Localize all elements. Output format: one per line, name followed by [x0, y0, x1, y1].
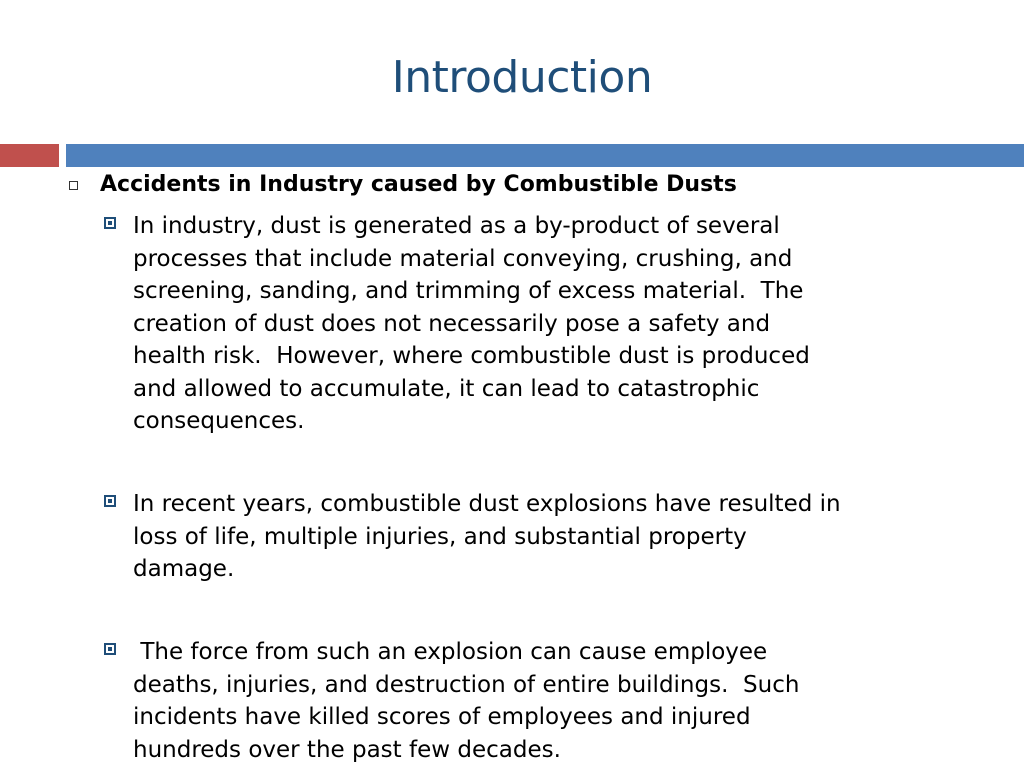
slide-title: Introduction	[391, 52, 653, 103]
square-bullet-icon	[104, 217, 116, 229]
bullet-text: In industry, dust is generated as a by-product of several processes that include material conveying, crushing, and screening, sanding, and trimming of excess material. The creation of dust does not necessarily pose a safety and health risk. However, where combustible dust is produced and allowed to accumulate, it can lead to catastrophic consequences.	[133, 213, 810, 434]
accent-bar-red	[0, 144, 59, 167]
square-bullet-icon	[104, 643, 116, 655]
bullet-text: The force from such an explosion can cause employee deaths, injuries, and destruction of entire buildings. Such incidents have killed scores of employees and injured hundreds over the past few decades.	[133, 639, 800, 763]
bullet-text: In recent years, combustible dust explosions have resulted in loss of life, multiple injuries, and substantial property damage.	[133, 491, 841, 582]
section-heading: Accidents in Industry caused by Combustible Dusts	[100, 172, 737, 197]
square-bullet-icon	[104, 495, 116, 507]
hollow-square-icon	[69, 181, 78, 190]
accent-bar-blue	[66, 144, 1024, 167]
